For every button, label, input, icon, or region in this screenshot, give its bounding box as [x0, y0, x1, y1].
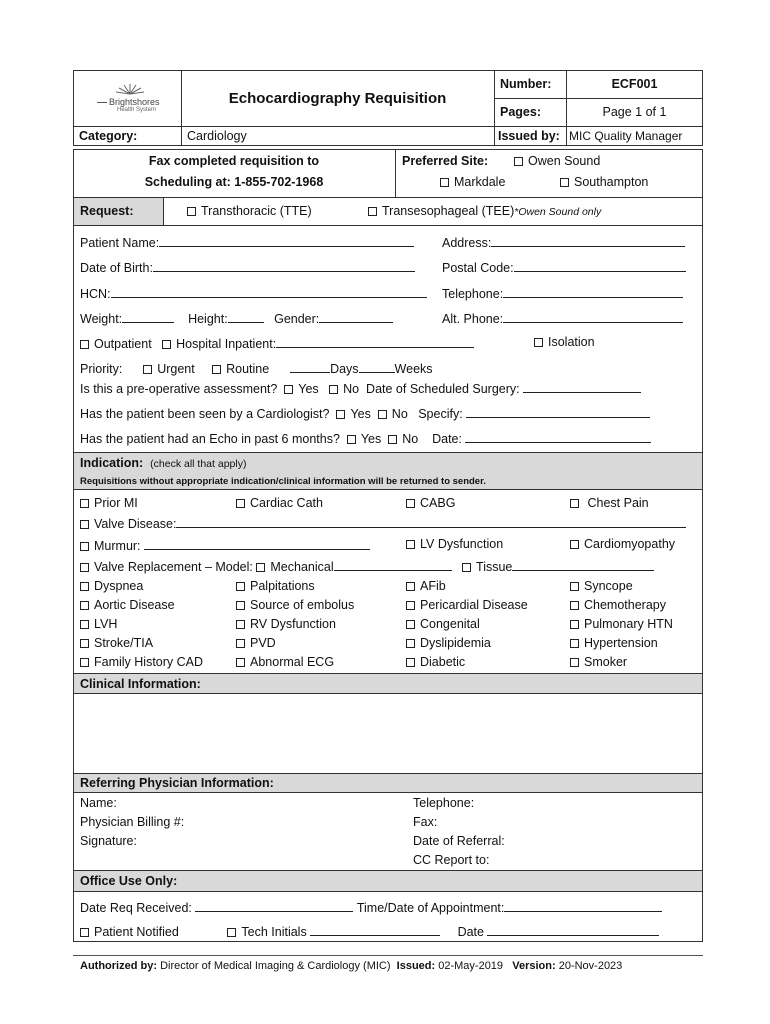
cardiomyopathy-option[interactable]	[570, 537, 675, 551]
stroke-tia-option[interactable]	[80, 636, 153, 650]
chest-pain-checkbox[interactable]	[570, 499, 579, 508]
murmur-field[interactable]	[144, 537, 370, 550]
source-of-embolus-label: Source of embolus	[250, 598, 355, 612]
family-history-cad-label: Family History CAD	[94, 655, 204, 669]
valve-disease-checkbox[interactable]	[80, 520, 89, 529]
indication-warning: Requisitions without appropriate indication/clinical information will be returned to sender.	[80, 476, 486, 487]
lvh-checkbox[interactable]	[80, 620, 89, 629]
stroke-tia-checkbox[interactable]	[80, 639, 89, 648]
diabetic-label: Diabetic	[420, 655, 466, 669]
authorized-label: Authorized by:	[80, 960, 157, 972]
ref-billing-label: Physician Billing #:	[80, 815, 185, 829]
urgent-label: Urgent	[157, 362, 195, 376]
weight-row	[80, 310, 393, 326]
palpitations-label: Palpitations	[250, 579, 315, 593]
pvd-checkbox[interactable]	[236, 639, 245, 648]
cardiac-cath-option[interactable]	[236, 496, 323, 510]
murmur-label: Murmur:	[94, 539, 141, 553]
smoker-option[interactable]	[570, 655, 627, 669]
pericardial-disease-checkbox[interactable]	[406, 601, 415, 610]
owen-sound-checkbox[interactable]	[514, 157, 523, 166]
routine-checkbox[interactable]	[212, 365, 221, 374]
logo-subtext: Health System	[117, 107, 157, 113]
echo-question: Has the patient had an Echo in past 6 months?	[80, 432, 340, 446]
brightshores-logo	[91, 80, 171, 122]
source-of-embolus-checkbox[interactable]	[236, 601, 245, 610]
palpitations-checkbox[interactable]	[236, 582, 245, 591]
dyslipidemia-option[interactable]	[406, 636, 491, 650]
congenital-option[interactable]	[406, 617, 480, 631]
tte-checkbox[interactable]	[187, 207, 196, 216]
weeks-label: Weeks	[394, 362, 433, 376]
cardiomyopathy-checkbox[interactable]	[570, 540, 579, 549]
echo-yes-label: Yes	[360, 432, 382, 446]
preop-yes-checkbox[interactable]	[284, 385, 293, 394]
office-date-field[interactable]	[487, 923, 659, 936]
echo-no-label: No	[402, 432, 419, 446]
abnormal-ecg-option[interactable]	[236, 655, 334, 669]
urgent-checkbox[interactable]	[143, 365, 152, 374]
dyslipidemia-checkbox[interactable]	[406, 639, 415, 648]
issued-by-value: MIC Quality Manager	[569, 129, 683, 143]
hcn-field[interactable]	[111, 285, 427, 298]
lvh-label: LVH	[94, 617, 118, 631]
valve-disease-field[interactable]	[176, 515, 686, 528]
clinical-info-area[interactable]	[74, 694, 702, 773]
pulmonary-htn-option[interactable]	[570, 617, 673, 631]
dyspnea-checkbox[interactable]	[80, 582, 89, 591]
cardiologist-question: Has the patient been seen by a Cardiologist?	[80, 407, 330, 421]
isolation-option[interactable]	[534, 335, 595, 349]
ref-telephone-label: Telephone:	[413, 796, 475, 810]
lv-dysfunction-option[interactable]	[406, 537, 503, 551]
palpitations-option[interactable]	[236, 579, 315, 593]
valve-disease-label: Valve Disease:	[94, 517, 177, 531]
cardiologist-no-label: No	[391, 407, 408, 421]
surgery-date-label: Date of Scheduled Surgery:	[366, 382, 520, 396]
hcn-label: HCN:	[80, 287, 111, 301]
tee-checkbox[interactable]	[368, 207, 377, 216]
congenital-label: Congenital	[420, 617, 480, 631]
ref-cc-label: CC Report to:	[413, 853, 490, 867]
hypertension-checkbox[interactable]	[570, 639, 579, 648]
dob-field[interactable]	[153, 259, 415, 272]
mechanical-field[interactable]	[334, 558, 452, 571]
hcn-row	[80, 285, 427, 301]
rv-dysfunction-checkbox[interactable]	[236, 620, 245, 629]
preop-question: Is this a pre-operative assessment?	[80, 382, 278, 396]
site-markdale[interactable]	[440, 175, 505, 189]
patient-name-row	[80, 234, 414, 250]
ref-date-label: Date of Referral:	[413, 834, 505, 848]
hospital-inpatient-label: Hospital Inpatient:	[176, 337, 277, 351]
site-owen-sound[interactable]	[514, 154, 600, 168]
specify-field[interactable]	[466, 405, 650, 418]
appointment-field[interactable]	[504, 899, 662, 912]
alt-phone-field[interactable]	[503, 310, 683, 323]
category-value: Cardiology	[187, 129, 247, 143]
office-label: Office Use Only:	[80, 874, 178, 888]
afib-label: AFib	[420, 579, 446, 593]
preop-yes-label: Yes	[298, 382, 319, 396]
stroke-tia-label: Stroke/TIA	[94, 636, 154, 650]
smoker-checkbox[interactable]	[570, 658, 579, 667]
syncope-checkbox[interactable]	[570, 582, 579, 591]
valve-replacement-label: Valve Replacement – Model:	[94, 560, 253, 574]
cardiac-cath-label: Cardiac Cath	[250, 496, 323, 510]
prior-mi-option[interactable]	[80, 496, 138, 510]
family-history-cad-checkbox[interactable]	[80, 658, 89, 667]
postal-row	[442, 259, 686, 275]
issued-by-label: Issued by:	[498, 129, 560, 143]
pvd-label: PVD	[250, 636, 276, 650]
height-label: Height:	[188, 312, 228, 326]
lv-dysfunction-checkbox[interactable]	[406, 540, 415, 549]
footer	[80, 960, 622, 972]
number-label: Number:	[500, 77, 552, 91]
tee-note: *Owen Sound only	[514, 206, 602, 218]
lv-dysfunction-label: LV Dysfunction	[420, 537, 504, 551]
priority-row	[80, 360, 433, 376]
mechanical-checkbox[interactable]	[256, 563, 265, 572]
fax-line-2: Scheduling at: 1-855-702-1968	[144, 175, 324, 189]
ref-signature-label: Signature:	[80, 834, 137, 848]
surgery-date-field[interactable]	[523, 380, 641, 393]
owen-sound-label: Owen Sound	[528, 154, 601, 168]
authorized-value: Director of Medical Imaging & Cardiology (MIC)	[160, 960, 391, 972]
diabetic-checkbox[interactable]	[406, 658, 415, 667]
syncope-label: Syncope	[584, 579, 633, 593]
cardiologist-row	[80, 405, 650, 421]
congenital-checkbox[interactable]	[406, 620, 415, 629]
markdale-label: Markdale	[454, 175, 506, 189]
pericardial-disease-option[interactable]	[406, 598, 528, 612]
pulmonary-htn-checkbox[interactable]	[570, 620, 579, 629]
tissue-checkbox[interactable]	[462, 563, 471, 572]
mechanical-label: Mechanical	[270, 560, 334, 574]
aortic-disease-checkbox[interactable]	[80, 601, 89, 610]
chemotherapy-checkbox[interactable]	[570, 601, 579, 610]
abnormal-ecg-checkbox[interactable]	[236, 658, 245, 667]
cardiologist-yes-label: Yes	[350, 407, 371, 421]
category-label: Category:	[79, 129, 138, 143]
tissue-field[interactable]	[512, 558, 654, 571]
chest-pain-option[interactable]	[570, 496, 649, 510]
cardiologist-yes-checkbox[interactable]	[336, 410, 345, 419]
fax-line-1: Fax completed requisition to	[148, 154, 320, 168]
inpatient-row	[80, 335, 474, 351]
telephone-label: Telephone:	[442, 287, 504, 301]
rv-dysfunction-label: RV Dysfunction	[250, 617, 336, 631]
family-history-cad-option[interactable]	[80, 655, 203, 669]
specify-label: Specify:	[418, 407, 463, 421]
number-value: ECF001	[611, 77, 658, 91]
address-label: Address:	[442, 236, 492, 250]
patient-name-field[interactable]	[159, 234, 414, 247]
afib-checkbox[interactable]	[406, 582, 415, 591]
request-tte[interactable]	[187, 204, 312, 218]
dyspnea-option[interactable]	[80, 579, 143, 593]
gender-field[interactable]	[319, 310, 393, 323]
header-table	[73, 70, 703, 146]
height-field[interactable]	[228, 310, 264, 323]
cabg-option[interactable]	[406, 496, 455, 510]
version-label: Version:	[512, 960, 556, 972]
preop-no-checkbox[interactable]	[329, 385, 338, 394]
referring-label: Referring Physician Information:	[80, 776, 274, 790]
site-southampton[interactable]	[560, 175, 648, 189]
request-tee[interactable]	[368, 204, 601, 218]
dob-row	[80, 259, 415, 275]
form-title: Echocardiography Requisition	[228, 89, 447, 107]
alt-phone-label: Alt. Phone:	[442, 312, 504, 326]
version-value: 20-Nov-2023	[558, 960, 623, 972]
syncope-option[interactable]	[570, 579, 633, 593]
priority-label: Priority:	[80, 362, 123, 376]
dyslipidemia-label: Dyslipidemia	[420, 636, 491, 650]
postal-label: Postal Code:	[442, 261, 514, 275]
date-req-label: Date Req Received:	[80, 901, 192, 915]
isolation-label: Isolation	[548, 335, 595, 349]
aortic-disease-label: Aortic Disease	[94, 598, 175, 612]
tech-initials-field[interactable]	[310, 923, 440, 936]
indication-label: Indication:	[80, 456, 144, 470]
cardiac-cath-checkbox[interactable]	[236, 499, 245, 508]
markdale-checkbox[interactable]	[440, 178, 449, 187]
office-date-row	[80, 899, 662, 915]
routine-label: Routine	[226, 362, 270, 376]
hypertension-label: Hypertension	[584, 636, 658, 650]
lvh-option[interactable]	[80, 617, 117, 631]
ref-name-label: Name:	[80, 796, 117, 810]
cabg-label: CABG	[420, 496, 456, 510]
afib-option[interactable]	[406, 579, 446, 593]
telephone-field[interactable]	[503, 285, 683, 298]
pulmonary-htn-label: Pulmonary HTN	[584, 617, 673, 631]
murmur-row	[80, 537, 370, 553]
echo-yes-checkbox[interactable]	[347, 435, 356, 444]
alt-phone-row	[442, 310, 683, 326]
cabg-checkbox[interactable]	[406, 499, 415, 508]
rv-dysfunction-option[interactable]	[236, 617, 336, 631]
chest-pain-label: Chest Pain	[587, 496, 649, 510]
tech-initials-checkbox[interactable]	[227, 928, 236, 937]
pvd-option[interactable]	[236, 636, 276, 650]
weight-label: Weight:	[80, 312, 123, 326]
tech-initials-label: Tech Initials	[241, 925, 307, 939]
prior-mi-checkbox[interactable]	[80, 499, 89, 508]
murmur-checkbox[interactable]	[80, 542, 89, 551]
days-field[interactable]	[290, 360, 330, 373]
hospital-inpatient-checkbox[interactable]	[162, 340, 171, 349]
days-label: Days	[330, 362, 359, 376]
echo-no-checkbox[interactable]	[388, 435, 397, 444]
diabetic-option[interactable]	[406, 655, 465, 669]
dyspnea-label: Dyspnea	[94, 579, 144, 593]
preop-no-label: No	[343, 382, 360, 396]
valve-replacement-checkbox[interactable]	[80, 563, 89, 572]
request-label: Request:	[80, 204, 134, 218]
hospital-inpatient-field[interactable]	[276, 335, 474, 348]
cardiologist-no-checkbox[interactable]	[378, 410, 387, 419]
hypertension-option[interactable]	[570, 636, 658, 650]
gender-label: Gender:	[274, 312, 320, 326]
preop-row	[80, 380, 641, 396]
valve-disease-row	[80, 515, 686, 531]
southampton-checkbox[interactable]	[560, 178, 569, 187]
weight-field[interactable]	[122, 310, 174, 323]
indication-title-row	[80, 456, 246, 470]
appointment-label: Time/Date of Appointment:	[356, 901, 505, 915]
ref-fax-label: Fax:	[413, 815, 438, 829]
pericardial-disease-label: Pericardial Disease	[420, 598, 528, 612]
abnormal-ecg-label: Abnormal ECG	[250, 655, 335, 669]
address-row	[442, 234, 685, 250]
clinical-label: Clinical Information:	[80, 677, 201, 691]
preferred-site-label: Preferred Site:	[402, 154, 489, 168]
echo-date-field[interactable]	[465, 430, 651, 443]
office-date-label: Date	[457, 925, 484, 939]
cardiomyopathy-label: Cardiomyopathy	[584, 537, 676, 551]
tee-label: Transesophageal (TEE)	[382, 204, 515, 218]
patient-name-label: Patient Name:	[80, 236, 160, 250]
echo-row	[80, 430, 651, 446]
postal-field[interactable]	[514, 259, 686, 272]
pages-label: Pages:	[500, 105, 541, 119]
weeks-field[interactable]	[359, 360, 395, 373]
date-req-field[interactable]	[195, 899, 353, 912]
logo-text: Brightshores	[109, 97, 160, 107]
outpatient-label: Outpatient	[94, 337, 152, 351]
issued-value: 02-May-2019	[438, 960, 504, 972]
aortic-disease-option[interactable]	[80, 598, 175, 612]
valve-replacement-row	[80, 558, 654, 574]
issued-label: Issued:	[396, 960, 436, 972]
tte-label: Transthoracic (TTE)	[201, 204, 312, 218]
outpatient-checkbox[interactable]	[80, 340, 89, 349]
source-of-embolus-option[interactable]	[236, 598, 354, 612]
patient-notified-label: Patient Notified	[94, 925, 179, 939]
indication-hint: (check all that apply)	[150, 458, 247, 470]
pages-value: Page 1 of 1	[602, 105, 667, 119]
chemotherapy-option[interactable]	[570, 598, 666, 612]
office-notify-row	[80, 923, 659, 939]
telephone-row	[442, 285, 683, 301]
tissue-label: Tissue	[476, 560, 513, 574]
southampton-label: Southampton	[574, 175, 649, 189]
dob-label: Date of Birth:	[80, 261, 153, 275]
patient-notified-checkbox[interactable]	[80, 928, 89, 937]
isolation-checkbox[interactable]	[534, 338, 543, 347]
address-field[interactable]	[491, 234, 685, 247]
chemotherapy-label: Chemotherapy	[584, 598, 666, 612]
prior-mi-label: Prior MI	[94, 496, 138, 510]
echo-date-label: Date:	[432, 432, 462, 446]
smoker-label: Smoker	[584, 655, 628, 669]
